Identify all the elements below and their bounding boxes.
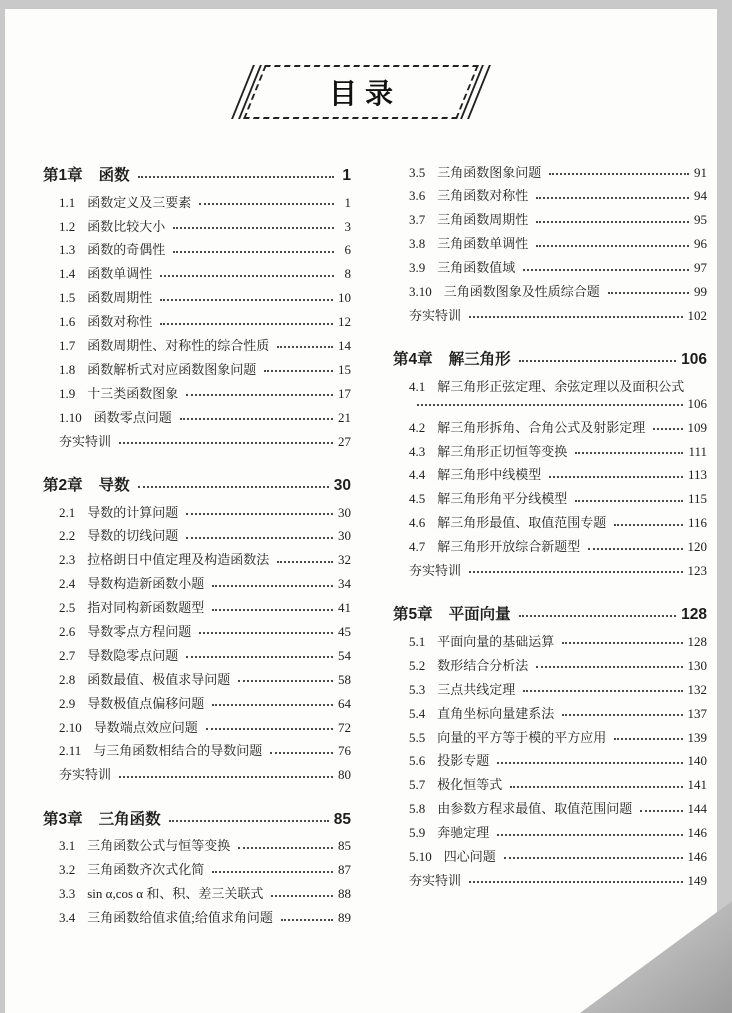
dot-leader [562, 714, 682, 716]
toc-entry-page: 34 [338, 576, 351, 592]
toc-entry-label: 函数零点问题 [93, 409, 172, 425]
dot-leader [186, 513, 333, 515]
toc-section-row [393, 185, 707, 209]
dot-leader [212, 609, 333, 611]
toc-entry-label: 解三角形 [448, 351, 511, 369]
toc-entry-number: 1.3 [59, 242, 76, 258]
dot-leader [536, 666, 682, 668]
toc-entry-page: 146 [687, 849, 707, 865]
toc-entry-number: 3.8 [409, 236, 426, 252]
toc-section-row [43, 907, 351, 931]
toc-entry-label: 夯实特训 [409, 872, 462, 888]
toc-section-row [43, 358, 351, 382]
toc-entry-page: 87 [338, 862, 351, 878]
toc-section-row [393, 726, 707, 750]
toc-section-row [43, 287, 351, 311]
dot-leader [519, 360, 676, 362]
toc-entry-label: 导数 [98, 476, 130, 494]
toc-entry-label: 解三角形正切恒等变换 [437, 443, 568, 459]
toc-entry-label: 投影专题 [437, 753, 490, 769]
toc-entry-label: 指对同构新函数题型 [87, 600, 205, 616]
toc-column-right [393, 161, 707, 893]
toc-entry-page: 116 [687, 515, 707, 531]
toc-section-row [393, 822, 707, 846]
toc-entry-label: 函数 [98, 167, 130, 184]
toc-entry-page: 8 [344, 266, 351, 282]
toc-entry-page: 3 [344, 218, 351, 234]
toc-section-row [43, 382, 351, 406]
toc-entry-label: 平面向量 [448, 606, 511, 624]
dot-leader [138, 176, 334, 178]
toc-entry-label: 拉格朗日中值定理及构造函数法 [87, 552, 270, 568]
toc-section-row [43, 406, 351, 430]
toc-entry-label: 函数定义及三要素 [87, 194, 192, 210]
toc-entry-number: 2.9 [59, 695, 76, 711]
toc-entry-label: 三角函数单调性 [437, 236, 529, 252]
toc-entry-number: 3.7 [409, 212, 426, 228]
toc-entry-label: 导数的计算问题 [87, 504, 179, 520]
toc-section-row [43, 549, 351, 573]
toc-entry-page: 140 [687, 753, 707, 769]
toc-entry-label: 解三角形开放综合新题型 [437, 539, 581, 555]
toc-section-row [393, 631, 707, 655]
toc-entry-page: 1 [342, 167, 351, 184]
toc-entry-page: 41 [338, 600, 351, 616]
toc-section-row [43, 644, 351, 668]
toc-section-row [43, 883, 351, 907]
toc-entry-label: 函数比较大小 [87, 218, 166, 234]
toc-entry-page: 30 [338, 528, 351, 544]
toc-entry-label: 导数零点方程问题 [87, 624, 192, 640]
toc-entry-page: 80 [338, 767, 351, 783]
toc-entry-page: 76 [338, 743, 351, 759]
toc-section-row [393, 798, 707, 822]
dot-leader [119, 442, 333, 444]
toc-section-row [393, 846, 707, 870]
dot-leader [173, 227, 334, 229]
toc-entry-page: 85 [333, 810, 351, 828]
dot-leader [519, 615, 676, 617]
toc-entry-number: 2.1 [59, 504, 76, 520]
dot-leader [186, 537, 333, 539]
dot-leader [238, 680, 333, 682]
dot-leader [199, 203, 334, 205]
toc-entry-page: 32 [338, 552, 351, 568]
dot-leader [238, 847, 333, 849]
toc-entry-page: 113 [687, 467, 707, 483]
toc-column-left [43, 161, 351, 930]
document-page [5, 9, 717, 1013]
dot-leader [523, 690, 682, 692]
toc-section-row [393, 750, 707, 774]
toc-chapter-row [43, 471, 351, 501]
toc-entry-label: 向量的平方等于模的平方应用 [437, 729, 607, 745]
toc-entry-label: 导数构造新函数小题 [87, 576, 205, 592]
toc-entry-page: 12 [338, 314, 351, 330]
dot-leader [523, 269, 689, 271]
toc-entry-number: 4.2 [409, 419, 426, 435]
toc-entry-page: 6 [344, 242, 351, 258]
dot-leader [173, 251, 334, 253]
dot-leader [186, 394, 333, 396]
toc-entry-label: 三角函数图象问题 [437, 164, 542, 180]
toc-entry-label: 三角函数齐次式化简 [87, 862, 205, 878]
dot-leader [614, 524, 683, 526]
toc-entry-page: 149 [687, 872, 707, 888]
toc-entry-number: 5.3 [409, 681, 426, 697]
toc-entry-number: 3.3 [59, 886, 76, 902]
toc-entry-page: 45 [338, 624, 351, 640]
toc-section-row [43, 621, 351, 645]
dot-leader [536, 245, 689, 247]
dot-leader [186, 656, 333, 658]
toc-entry-page: 120 [687, 539, 707, 555]
page-title: 目录 [328, 78, 401, 109]
toc-entry-label: 夯实特训 [59, 767, 112, 783]
toc-entry-number: 2.2 [59, 528, 76, 544]
toc-section-row [43, 311, 351, 335]
toc-entry-page: 17 [338, 385, 351, 401]
toc-entry-number: 3.5 [409, 164, 426, 180]
toc-entry-label: 解三角形正弦定理、余弦定理以及面积公式 [437, 378, 685, 394]
dot-leader [206, 728, 333, 730]
toc-entry-number: 3.1 [59, 838, 76, 854]
toc-entry-number: 2.11 [59, 743, 82, 759]
toc-entry-number: 1.1 [59, 194, 76, 210]
dot-leader [212, 704, 333, 706]
dot-leader [469, 316, 682, 318]
toc-entry-label: 极化恒等式 [437, 777, 503, 793]
toc-entry-page: 21 [338, 409, 351, 425]
toc-entry-number: 5.6 [409, 753, 426, 769]
toc-entry-label: sin α,cos α 和、积、差三关联式 [87, 886, 264, 902]
dot-leader [614, 738, 682, 740]
toc-entry-label: 夯实特训 [409, 307, 462, 323]
toc-entry-number: 第1章 [43, 167, 83, 184]
toc-entry-page: 106 [681, 351, 707, 369]
toc-entry-label: 解三角形最值、取值范围专题 [437, 515, 607, 531]
toc-section-row [43, 263, 351, 287]
toc-section-row [393, 654, 707, 678]
toc-entry-page: 14 [338, 337, 351, 353]
toc-section-row [393, 678, 707, 702]
toc-entry-number: 2.8 [59, 671, 76, 687]
toc-entry-page: 128 [687, 634, 707, 650]
dot-leader [497, 834, 682, 836]
toc-entry-label: 三点共线定理 [437, 681, 516, 697]
dot-leader [264, 370, 333, 372]
toc-chapter-row [393, 345, 707, 375]
dot-leader [575, 500, 683, 502]
toc-entry-number: 4.4 [409, 467, 426, 483]
toc-special-row [393, 560, 707, 584]
dot-leader [199, 632, 333, 634]
toc-entry-page: 139 [687, 729, 707, 745]
toc-entry-page: 115 [687, 491, 707, 507]
toc-entry-number: 1.8 [59, 361, 76, 377]
toc-section-row [43, 716, 351, 740]
toc-entry-number: 1.4 [59, 266, 76, 282]
toc-entry-label: 奔驰定理 [437, 825, 490, 841]
toc-entry-page: 27 [338, 433, 351, 449]
dot-leader [271, 895, 333, 897]
toc-section-row [43, 191, 351, 215]
toc-entry-label: 函数对称性 [87, 314, 153, 330]
dot-leader [562, 642, 682, 644]
toc-entry-number: 3.10 [409, 283, 432, 299]
toc-section-row [393, 416, 707, 440]
dot-leader [536, 197, 689, 199]
toc-entry-number: 1.10 [59, 409, 82, 425]
toc-entry-label: 导数极值点偏移问题 [87, 695, 205, 711]
toc-entry-number: 3.9 [409, 260, 426, 276]
toc-entry-number: 2.5 [59, 600, 76, 616]
toc-special-row [43, 430, 351, 454]
toc-entry-page: 130 [687, 657, 707, 673]
toc-entry-label: 三角函数值域 [437, 260, 516, 276]
toc-chapter-row [393, 600, 707, 630]
toc-section-row [43, 668, 351, 692]
toc-entry-label: 直角坐标向量建系法 [437, 705, 555, 721]
toc-entry-number: 第3章 [43, 810, 83, 828]
toc-entry-label: 函数最值、极值求导问题 [87, 671, 231, 687]
toc-entry-page: 30 [338, 504, 351, 520]
toc-chapter-row [43, 161, 351, 191]
toc-section-row [393, 536, 707, 560]
toc-entry-number: 1.6 [59, 314, 76, 330]
dot-leader [160, 275, 334, 277]
toc-entry-number: 5.5 [409, 729, 426, 745]
toc-section-row [43, 501, 351, 525]
toc-special-row [393, 869, 707, 893]
dot-leader [212, 871, 333, 873]
toc-entry-number: 5.4 [409, 705, 426, 721]
toc-section-row [43, 597, 351, 621]
toc-entry-number: 2.7 [59, 647, 76, 663]
dot-leader [469, 571, 682, 573]
toc-entry-page: 88 [338, 886, 351, 902]
dot-leader [119, 776, 333, 778]
toc-entry-label: 函数单调性 [87, 266, 153, 282]
toc-entry-label: 导数隐零点问题 [87, 647, 179, 663]
dot-leader [277, 561, 333, 563]
toc-section-row [43, 215, 351, 239]
toc-entry-page: 10 [338, 290, 351, 306]
toc-entry-number: 2.6 [59, 624, 76, 640]
toc-entry-label: 导数端点效应问题 [93, 719, 198, 735]
toc-entry-page: 91 [694, 164, 707, 180]
toc-entry-page: 99 [694, 283, 707, 299]
toc-entry-page: 109 [687, 419, 707, 435]
toc-entry-label: 夯实特训 [409, 563, 462, 578]
dot-leader [417, 404, 683, 406]
toc-section-row [393, 440, 707, 464]
toc-entry-page: 132 [687, 681, 707, 697]
toc-section-row [393, 233, 707, 257]
toc-section-row [43, 692, 351, 716]
toc-entry-page: 15 [338, 361, 351, 377]
toc-entry-label: 三角函数图象及性质综合题 [443, 283, 600, 299]
toc-entry-number: 5.7 [409, 777, 426, 793]
toc-section-row [43, 740, 351, 764]
toc-entry-number: 第2章 [43, 476, 83, 494]
toc-entry-label: 导数的切线问题 [87, 528, 179, 544]
toc-entry-label: 函数解析式对应函数图象问题 [87, 361, 257, 377]
toc-entry-page: 123 [687, 563, 707, 578]
toc-title-box [254, 65, 468, 119]
toc-section-row [393, 488, 707, 512]
dot-leader [588, 548, 682, 550]
toc-entry-number: 1.5 [59, 290, 76, 306]
toc-section-row [43, 573, 351, 597]
dot-leader [504, 857, 683, 859]
toc-entry-number: 4.5 [409, 491, 426, 507]
toc-entry-page: 106 [687, 395, 707, 411]
toc-entry-page: 128 [681, 606, 707, 624]
dot-leader [640, 810, 682, 812]
toc-chapter-row [43, 805, 351, 835]
toc-section-row [393, 774, 707, 798]
toc-entry-label: 解三角形中线模型 [437, 467, 542, 483]
toc-section-row [43, 334, 351, 358]
toc-entry-label: 三角函数对称性 [437, 188, 529, 204]
toc-entry-page: 102 [687, 307, 707, 323]
toc-entry-number: 4.6 [409, 515, 426, 531]
toc-entry-number: 5.2 [409, 657, 426, 673]
dot-leader [277, 346, 333, 348]
toc-entry-page: 96 [694, 236, 707, 252]
toc-section-row [43, 835, 351, 859]
toc-section-row [393, 257, 707, 281]
toc-section-row [43, 239, 351, 263]
dot-leader [160, 323, 333, 325]
toc-entry-number: 第5章 [393, 606, 433, 624]
toc-entry-number: 5.8 [409, 801, 426, 817]
toc-entry-label: 函数的奇偶性 [87, 242, 166, 258]
toc-entry-page: 89 [338, 910, 351, 926]
toc-entry-page: 111 [688, 443, 707, 459]
toc-entry-number: 1.9 [59, 385, 76, 401]
toc-entry-label: 由参数方程求最值、取值范围问题 [437, 801, 633, 817]
toc-entry-page: 146 [687, 825, 707, 841]
toc-entry-page: 95 [694, 212, 707, 228]
toc-section-row [393, 375, 707, 416]
toc-section-row [393, 702, 707, 726]
toc-entry-page: 64 [338, 695, 351, 711]
dot-leader [169, 820, 329, 822]
dot-leader [212, 585, 333, 587]
toc-entry-number: 3.2 [59, 862, 76, 878]
dot-leader [536, 221, 689, 223]
dot-leader [270, 752, 333, 754]
toc-entry-label: 平面向量的基础运算 [437, 634, 555, 650]
toc-entry-number: 1.2 [59, 218, 76, 234]
toc-special-row [393, 304, 707, 328]
dot-leader [497, 762, 682, 764]
toc-entry-label: 三角函数周期性 [437, 212, 529, 228]
toc-special-row [43, 764, 351, 788]
toc-entry-label: 夯实特训 [59, 433, 112, 449]
dot-leader [549, 173, 689, 175]
toc-section-row [393, 512, 707, 536]
toc-entry-number: 5.1 [409, 634, 426, 650]
toc-entry-label: 三角函数公式与恒等变换 [87, 838, 231, 854]
toc-section-row [393, 161, 707, 185]
toc-entry-label: 四心问题 [443, 849, 496, 865]
toc-entry-number: 4.7 [409, 539, 426, 555]
toc-entry-number: 第4章 [393, 351, 433, 369]
toc-entry-label: 函数周期性 [87, 290, 153, 306]
toc-entry-page: 141 [687, 777, 707, 793]
toc-entry-number: 1.7 [59, 337, 76, 353]
toc-entry-number: 2.3 [59, 552, 76, 568]
toc-section-row [43, 859, 351, 883]
toc-entry-number: 4.1 [409, 378, 426, 394]
toc-entry-page: 54 [338, 647, 351, 663]
toc-entry-label: 与三角函数相结合的导数问题 [93, 743, 263, 759]
toc-entry-page: 58 [338, 671, 351, 687]
toc-entry-label: 解三角形角平分线模型 [437, 491, 568, 507]
dot-leader [281, 919, 333, 921]
toc-entry-label: 数形结合分析法 [437, 657, 529, 673]
dot-leader [653, 428, 682, 430]
dot-leader [510, 786, 682, 788]
dot-leader [469, 881, 682, 883]
dot-leader [180, 418, 333, 420]
toc-entry-page: 72 [338, 719, 351, 735]
toc-entry-page: 144 [687, 801, 707, 817]
toc-entry-number: 4.3 [409, 443, 426, 459]
toc-entry-page: 30 [333, 476, 351, 494]
toc-entry-page: 94 [694, 188, 707, 204]
toc-entry-number: 5.10 [409, 849, 432, 865]
dot-leader [575, 452, 683, 454]
toc-section-row [393, 209, 707, 233]
toc-entry-number: 2.10 [59, 719, 82, 735]
toc-entry-number: 3.4 [59, 910, 76, 926]
toc-entry-label: 函数周期性、对称性的综合性质 [87, 337, 270, 353]
toc-entry-label: 十三类函数图象 [87, 385, 179, 401]
dot-leader [608, 292, 689, 294]
dot-leader [549, 476, 683, 478]
toc-section-row [393, 464, 707, 488]
toc-section-row [393, 280, 707, 304]
toc-entry-page: 97 [694, 260, 707, 276]
toc-entry-number: 2.4 [59, 576, 76, 592]
dot-leader [160, 299, 333, 301]
toc-entry-page: 1 [344, 194, 351, 210]
toc-entry-page: 137 [687, 705, 707, 721]
dot-leader [138, 486, 329, 488]
toc-entry-number: 5.9 [409, 825, 426, 841]
toc-entry-page: 85 [338, 838, 351, 854]
toc-entry-label: 解三角形拆角、合角公式及射影定理 [437, 419, 646, 435]
toc-entry-label: 三角函数给值求值;给值求角问题 [87, 910, 273, 926]
toc-entry-label: 三角函数 [98, 810, 161, 828]
toc-section-row [43, 525, 351, 549]
toc-entry-number: 3.6 [409, 188, 426, 204]
